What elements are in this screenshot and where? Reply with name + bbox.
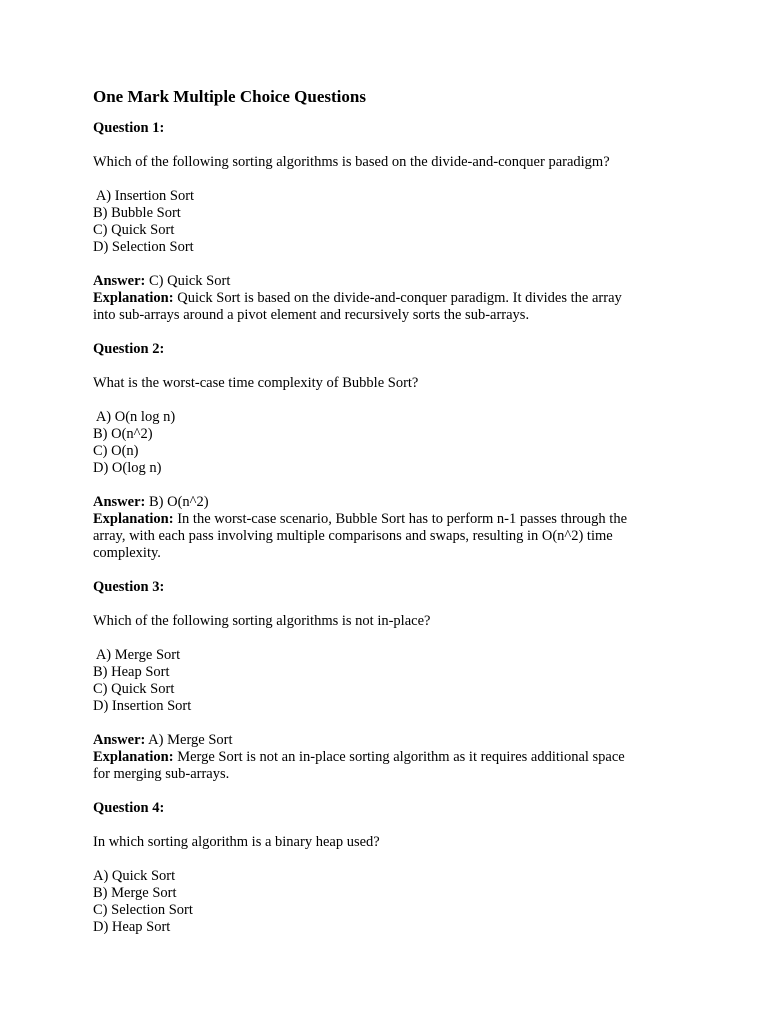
answer-line	[93, 273, 683, 290]
question-text: Which of the following sorting algorithms is based on the divide-and-conquer paradigm?	[93, 154, 610, 170]
explanation-label: Explanation:	[93, 749, 174, 765]
question-block-3	[93, 579, 683, 783]
option-a: A) Merge Sort	[93, 647, 181, 663]
question-text: Which of the following sorting algorithms is not in-place?	[93, 613, 431, 629]
explanation-text: In the worst-case scenario, Bubble Sort has to perform n-1 passes through the	[173, 511, 628, 527]
answer-label: Answer:	[93, 732, 146, 748]
answer-section	[93, 732, 683, 783]
option-c: C) Quick Sort	[93, 222, 175, 238]
answer-value: A) Merge Sort	[145, 732, 233, 748]
document-page	[93, 86, 683, 953]
option-c: C) Selection Sort	[93, 902, 193, 918]
question-heading: Question 2:	[93, 341, 165, 357]
answer-label: Answer:	[93, 494, 146, 510]
explanation-line	[93, 749, 683, 766]
option-a: A) Insertion Sort	[93, 188, 195, 204]
question-heading: Question 3:	[93, 579, 165, 595]
question-block-2	[93, 341, 683, 562]
explanation-text: into sub-arrays around a pivot element and recursively sorts the sub-arrays.	[93, 307, 530, 323]
answer-line	[93, 494, 683, 511]
explanation-label: Explanation:	[93, 290, 174, 306]
explanation-text: Merge Sort is not an in-place sorting algorithm as it requires additional space	[173, 749, 625, 765]
explanation-text: array, with each pass involving multiple comparisons and swaps, resulting in O(n^2) time	[93, 528, 613, 544]
explanation-text: for merging sub-arrays.	[93, 766, 230, 782]
options-list	[93, 188, 683, 256]
option-b: B) Heap Sort	[93, 664, 170, 680]
options-list	[93, 868, 683, 936]
option-d: D) Insertion Sort	[93, 698, 192, 714]
option-b: B) O(n^2)	[93, 426, 153, 442]
explanation-label: Explanation:	[93, 511, 174, 527]
question-block-1	[93, 120, 683, 324]
option-d: D) Heap Sort	[93, 919, 171, 935]
answer-section	[93, 494, 683, 562]
option-d: D) O(log n)	[93, 460, 162, 476]
answer-value: B) O(n^2)	[145, 494, 209, 510]
option-c: C) Quick Sort	[93, 681, 175, 697]
explanation-text: Quick Sort is based on the divide-and-conquer paradigm. It divides the array	[173, 290, 622, 306]
explanation-line	[93, 511, 683, 528]
option-d: D) Selection Sort	[93, 239, 194, 255]
answer-line	[93, 732, 683, 749]
option-b: B) Merge Sort	[93, 885, 177, 901]
document-title: One Mark Multiple Choice Questions	[93, 87, 366, 106]
option-b: B) Bubble Sort	[93, 205, 181, 221]
options-list	[93, 409, 683, 477]
question-heading: Question 1:	[93, 120, 165, 136]
answer-label: Answer:	[93, 273, 146, 289]
question-heading: Question 4:	[93, 800, 165, 816]
explanation-line	[93, 290, 683, 307]
question-text: In which sorting algorithm is a binary heap used?	[93, 834, 380, 850]
option-a: A) O(n log n)	[93, 409, 176, 425]
answer-value: C) Quick Sort	[145, 273, 231, 289]
option-a: A) Quick Sort	[93, 868, 176, 884]
question-text: What is the worst-case time complexity of Bubble Sort?	[93, 375, 419, 391]
explanation-text: complexity.	[93, 545, 161, 561]
option-c: C) O(n)	[93, 443, 139, 459]
options-list	[93, 647, 683, 715]
question-block-4	[93, 800, 683, 936]
answer-section	[93, 273, 683, 324]
